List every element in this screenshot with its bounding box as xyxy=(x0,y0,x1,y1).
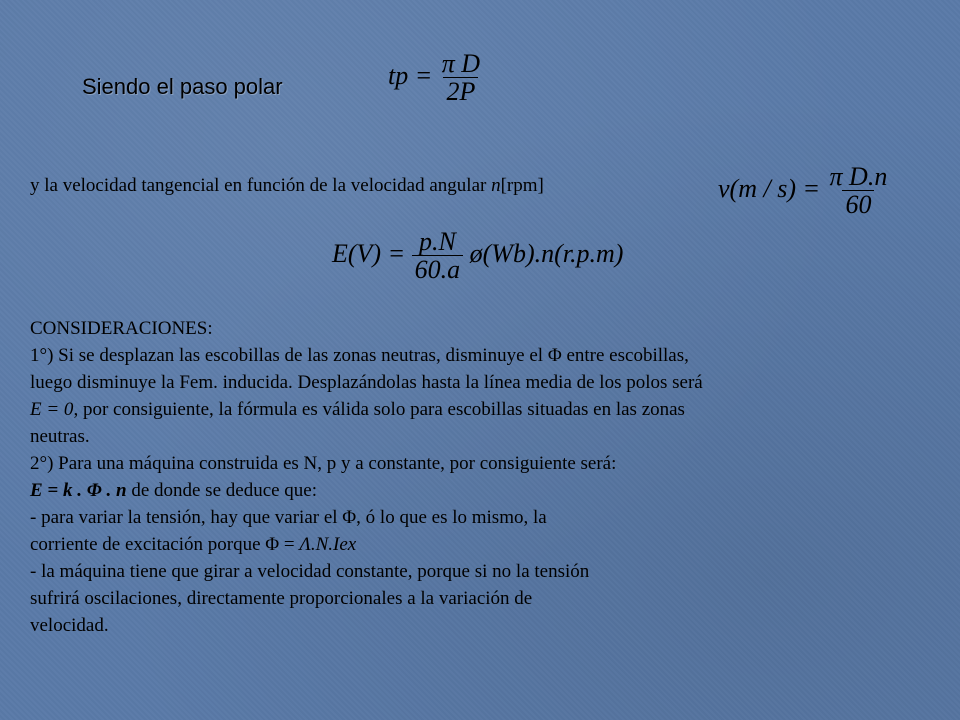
flux-expression: Λ.N.Iex xyxy=(299,534,357,555)
formula-velocity xyxy=(718,163,890,219)
consideration-1-line-4: neutras. xyxy=(30,426,90,447)
emf-proportional-expression: E = k . Φ . n xyxy=(30,480,127,501)
considerations-heading: CONSIDERACIONES: xyxy=(30,318,213,339)
consideration-1-line-3-rest: , por consiguiente, la fórmula es válida solo para escobillas situadas en las zonas xyxy=(73,399,685,420)
emf-zero-expression: E = 0 xyxy=(30,399,74,420)
formula-emf-lhs: E(V) = xyxy=(332,238,406,268)
consideration-2-line-6: sufrirá oscilaciones, directamente proporcionales a la variación de xyxy=(30,588,533,609)
formula-emf-denominator: 60.a xyxy=(412,255,464,283)
consideration-2-line-1: 2°) Para una máquina construida es N, p y a constante, por consiguiente será: xyxy=(30,453,617,474)
consideration-1-line-3 xyxy=(30,396,930,423)
velocity-line-n: n xyxy=(491,175,501,196)
slide-title: Siendo el paso polar xyxy=(82,74,283,99)
formula-pole-pitch-lhs: tp = xyxy=(388,60,433,90)
consideration-2-line-4 xyxy=(30,531,930,558)
velocity-line xyxy=(30,172,544,199)
consideration-2-line-2 xyxy=(30,477,930,504)
formula-pole-pitch-fraction xyxy=(439,50,483,106)
considerations-block xyxy=(30,315,930,639)
formula-emf xyxy=(332,228,623,284)
consideration-2-line-4-text: corriente de excitación porque Φ = xyxy=(30,534,300,555)
formula-emf-numerator: p.N xyxy=(418,227,456,256)
formula-pole-pitch-numerator: π D xyxy=(441,49,481,78)
formula-velocity-fraction xyxy=(827,163,891,219)
consideration-2-line-3: - para variar la tensión, hay que variar el Φ, ó lo que es lo mismo, la xyxy=(30,507,547,528)
formula-velocity-numerator: π D.n xyxy=(829,162,888,191)
consideration-2-line-5: - la máquina tiene que girar a velocidad constante, porque si no la tensión xyxy=(30,561,590,582)
formula-velocity-denominator: 60 xyxy=(842,190,874,218)
formula-emf-rhs: ø(Wb).n(r.p.m) xyxy=(469,238,624,268)
formula-emf-fraction xyxy=(412,228,464,284)
velocity-line-prefix: y la velocidad tangencial en función de la velocidad angular xyxy=(30,175,492,196)
consideration-2-line-2-rest: de donde se deduce que: xyxy=(126,480,318,501)
velocity-line-suffix: [rpm] xyxy=(500,175,544,196)
formula-velocity-lhs: v(m / s) = xyxy=(718,173,821,203)
consideration-1-line-1: 1°) Si se desplazan las escobillas de las zonas neutras, disminuye el Φ entre escobillas, xyxy=(30,345,689,366)
consideration-1-line-2: luego disminuye la Fem. inducida. Desplazándolas hasta la línea media de los polos será xyxy=(30,372,703,393)
formula-pole-pitch-denominator: 2P xyxy=(443,77,478,105)
formula-pole-pitch xyxy=(388,50,483,106)
consideration-2-line-7: velocidad. xyxy=(30,615,109,636)
